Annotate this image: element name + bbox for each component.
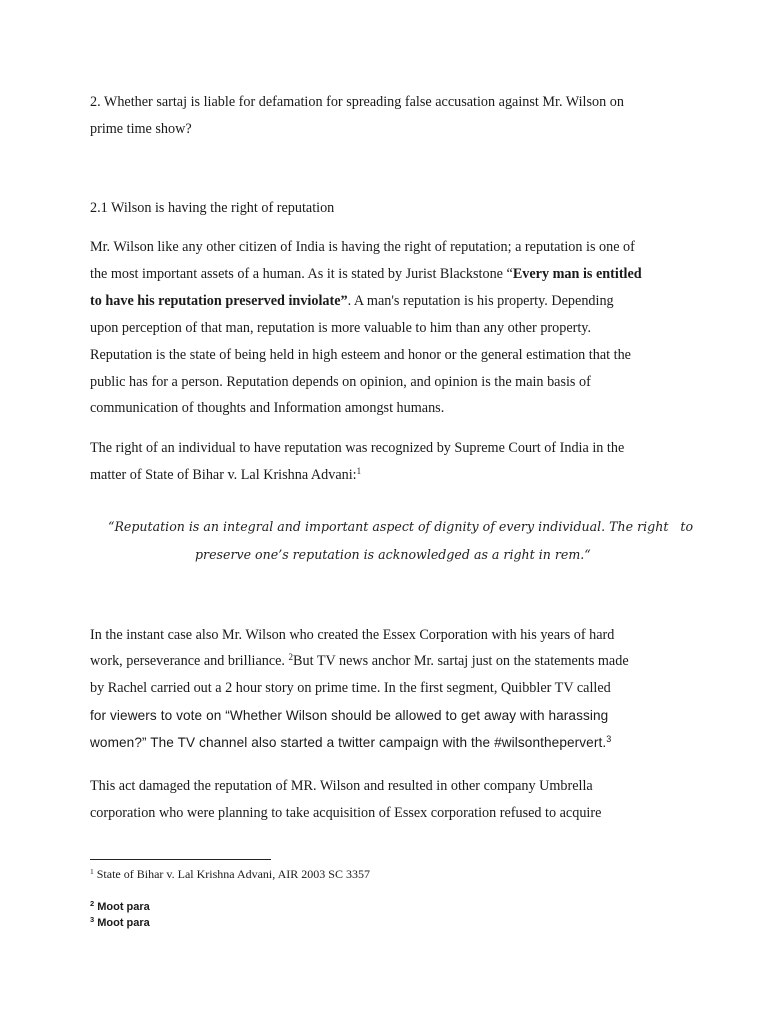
footnote-3: $^3$ Moot para	[90, 915, 150, 929]
para3-line: by Rachel carried out a 2 hour story on prime time. In the first segment, Quibbler TV called	[90, 680, 611, 696]
para1-line: upon perception of that man, reputation is more valuable to him than any other property.	[90, 320, 592, 336]
blackstone-quote: to have his reputation preserved inviolate”	[90, 293, 348, 309]
para3-line: work, perseverance and brilliance. $^2$But TV news anchor Mr. sartaj just on the statements made	[90, 652, 629, 669]
blackstone-quote: Every man is entitled	[512, 266, 642, 282]
para3-line: for viewers to vote on “Whether Wilson should be allowed to get away with harassing	[90, 708, 609, 723]
para1-line: the most important assets of a human. As it is stated by Jurist Blackstone “Every man is entitled	[90, 266, 642, 282]
quote-line-1: “Reputation is an integral and important aspect of dignity of every individual. The right to	[108, 519, 694, 534]
question-line-1: 2. Whether sartaj is liable for defamation for spreading false accusation against Mr. Wilson on	[90, 94, 624, 110]
para4-line: corporation who were planning to take acquisition of Essex corporation refused to acquire	[90, 805, 602, 821]
footnote-1: $^1$ State of Bihar v. Lal Krishna Advani, AIR 2003 SC 3357	[90, 867, 370, 881]
footnote-ref: 2	[288, 652, 294, 662]
para3-line: women?” The TV channel also started a twitter campaign with the #wilsonthepervert.$^3$	[90, 734, 612, 750]
para2-line: matter of State of Bihar v. Lal Krishna Advani:$^1$	[90, 466, 362, 483]
para1-line: communication of thoughts and Information amongst humans.	[90, 400, 445, 416]
para1-line: Mr. Wilson like any other citizen of India is having the right of reputation; a reputation is one of	[90, 239, 635, 255]
footnote-separator	[90, 859, 271, 860]
para1-line: to have his reputation preserved inviolate”. A man's reputation is his property. Depending	[90, 293, 614, 309]
para1-line: Reputation is the state of being held in high esteem and honor or the general estimation that the	[90, 347, 631, 363]
question-line-2: prime time show?	[90, 121, 192, 137]
quote-line-2: preserve one’s reputation is acknowledged as a right in rem.“	[195, 547, 591, 562]
footnote-ref: 3	[606, 734, 612, 744]
section-heading: 2.1 Wilson is having the right of reputation	[90, 200, 335, 216]
para4-line: This act damaged the reputation of MR. Wilson and resulted in other company Umbrella	[90, 778, 593, 794]
para3-line: In the instant case also Mr. Wilson who created the Essex Corporation with his years of hard	[90, 627, 615, 643]
footnote-2: $^2$ Moot para	[90, 899, 150, 913]
para2-line: The right of an individual to have reputation was recognized by Supreme Court of India in the	[90, 440, 625, 456]
para1-line: public has for a person. Reputation depends on opinion, and opinion is the main basis of	[90, 374, 591, 390]
footnote-ref: 1	[356, 466, 362, 476]
